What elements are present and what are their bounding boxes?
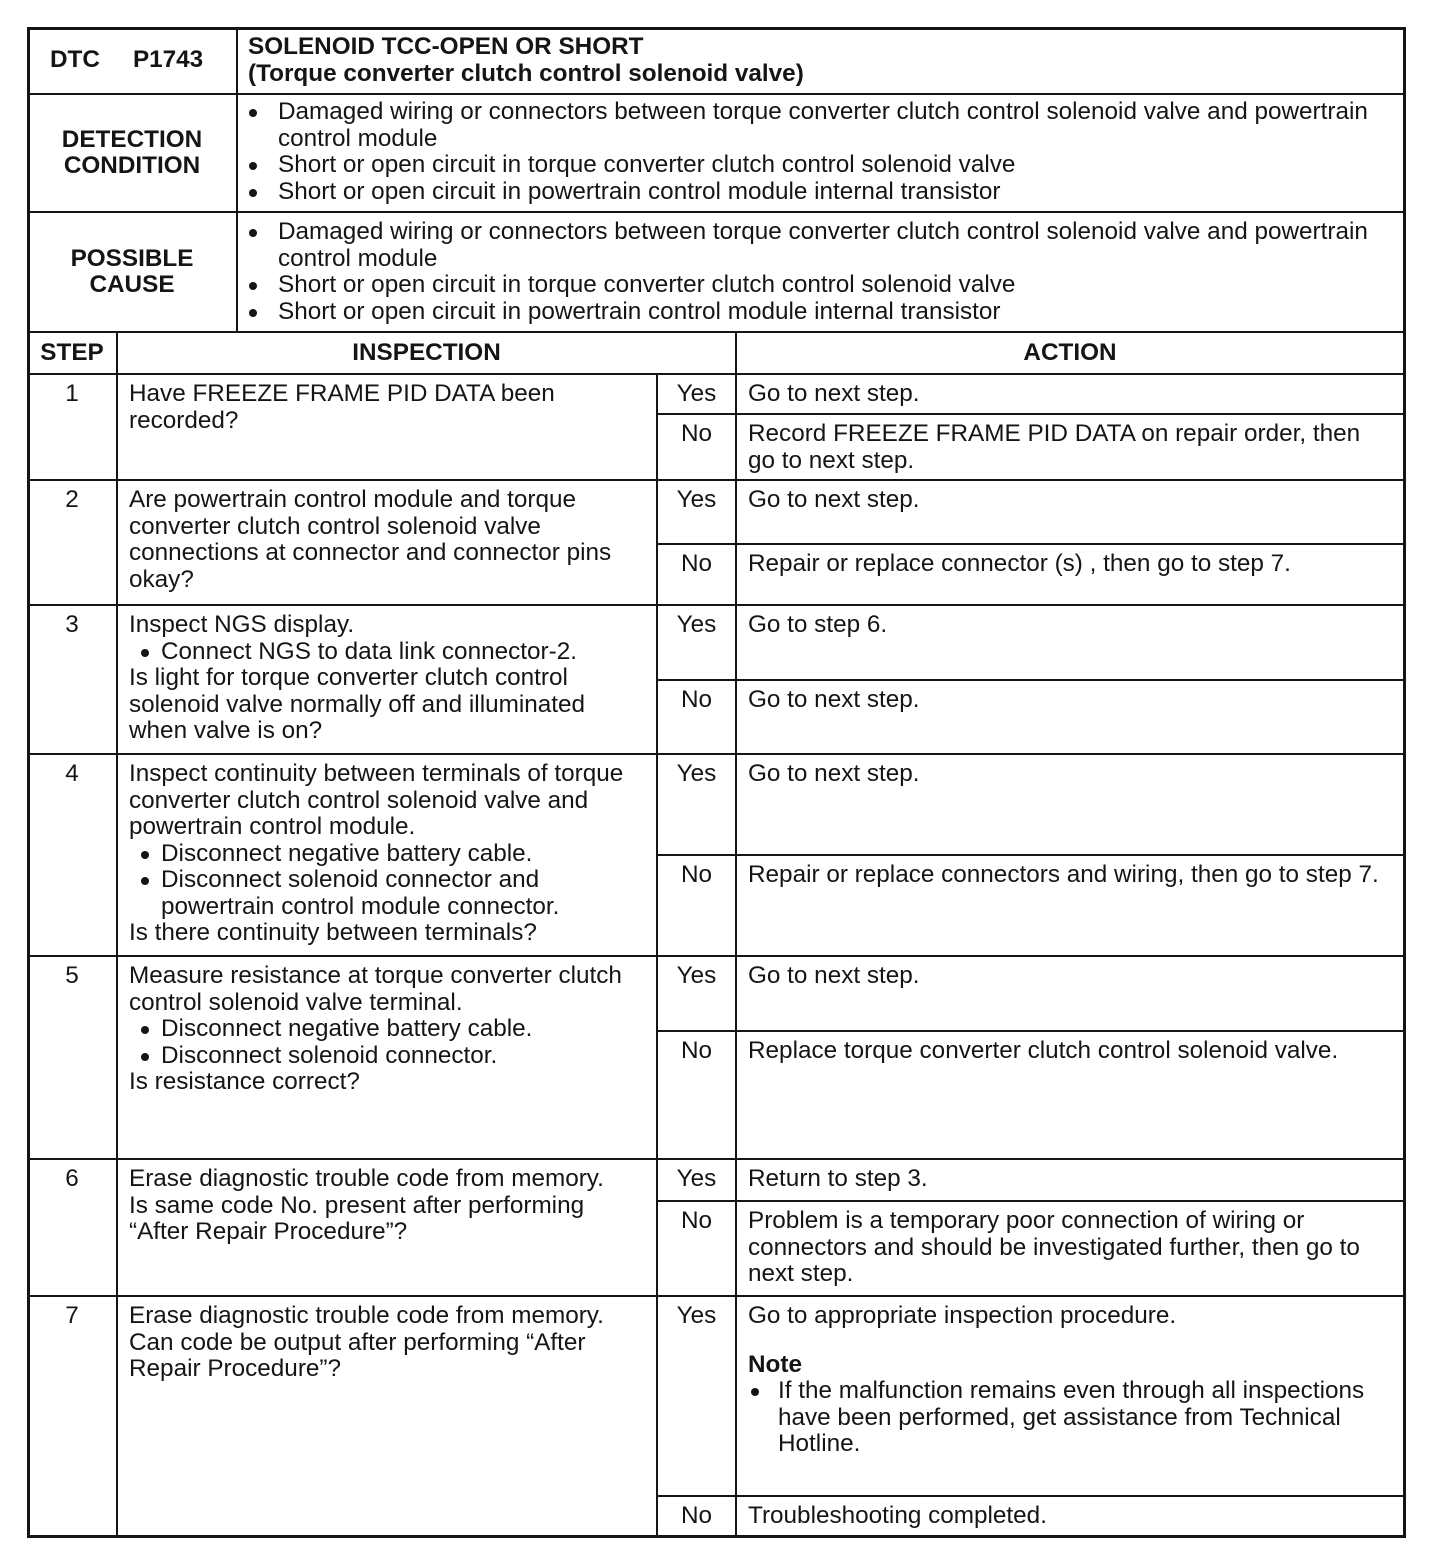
inspection-question: Is there continuity between terminals? xyxy=(129,919,537,946)
dtc-summary xyxy=(28,28,1405,333)
list-item xyxy=(238,272,1393,299)
inspection-question: Have FREEZE FRAME PID DATA been recorded? xyxy=(129,380,555,434)
yes-action: Return to step 3. xyxy=(737,1160,1405,1202)
dtc-id-cell xyxy=(28,28,238,95)
dtc-label: DTC xyxy=(50,46,100,74)
inspection-question: Is light for torque converter clutch control solenoid valve normally off and illuminated when valve is on? xyxy=(129,664,586,744)
no-action: Troubleshooting completed. xyxy=(737,1497,1405,1537)
no-action: Replace torque converter clutch control solenoid valve. xyxy=(737,1032,1405,1160)
column-header-action: ACTION xyxy=(737,333,1405,375)
bullet-icon xyxy=(249,229,257,237)
label-line: DETECTION xyxy=(61,125,203,153)
detection-condition-label xyxy=(28,95,238,213)
list-item-text: Short or open circuit in torque converter clutch control solenoid valve xyxy=(278,151,1016,178)
inspection-bullet xyxy=(129,867,637,920)
step-number: 2 xyxy=(28,481,118,606)
yes-label: Yes xyxy=(658,481,737,545)
step-number: 4 xyxy=(28,755,118,957)
no-action: Repair or replace connector (s) , then go to step 7. xyxy=(737,545,1405,606)
inspection-question: Is resistance correct? xyxy=(129,1068,360,1095)
list-item xyxy=(238,152,1393,179)
yes-action: Go to step 6. xyxy=(737,606,1405,681)
inspection-intro: Measure resistance at torque converter clutch control solenoid valve terminal. xyxy=(129,962,622,1016)
bullet-icon xyxy=(751,1388,759,1396)
note-block xyxy=(748,1352,1389,1458)
inspection-intro: Inspect NGS display. xyxy=(129,611,355,638)
step-inspection xyxy=(118,481,658,606)
yes-action: Go to next step. xyxy=(737,481,1405,545)
dtc-subtitle: (Torque converter clutch control solenoid valve) xyxy=(248,59,804,87)
bullet-icon xyxy=(141,649,149,657)
step-inspection xyxy=(118,606,658,755)
inspection-question: Is same code No. present after performing “After Repair Procedure”? xyxy=(129,1191,585,1245)
inspection-bullet xyxy=(129,639,637,666)
inspection-bullet xyxy=(129,1043,637,1070)
no-label: No xyxy=(658,545,737,606)
yes-action xyxy=(737,1297,1405,1497)
bullet-icon xyxy=(249,189,257,197)
label-line: CAUSE xyxy=(89,271,175,298)
yes-action: Go to next step. xyxy=(737,755,1405,856)
no-action: Repair or replace connectors and wiring, then go to step 7. xyxy=(737,856,1405,957)
bullet-text: Connect NGS to data link connector-2. xyxy=(161,637,577,665)
column-header-step: STEP xyxy=(28,333,118,375)
step-inspection xyxy=(118,1160,658,1297)
dtc-title-cell xyxy=(238,28,1405,95)
bullet-icon xyxy=(249,282,257,290)
bullet-text: Disconnect negative battery cable. xyxy=(161,839,533,867)
list-item xyxy=(238,219,1393,272)
yes-label: Yes xyxy=(658,1160,737,1202)
no-label: No xyxy=(658,1202,737,1297)
step-number: 6 xyxy=(28,1160,118,1297)
bullet-text: Disconnect negative battery cable. xyxy=(161,1015,533,1042)
yes-label: Yes xyxy=(658,957,737,1032)
dtc-title: SOLENOID TCC-OPEN OR SHORT xyxy=(248,33,644,60)
bullet-icon xyxy=(141,1026,149,1034)
yes-action-text: Go to appropriate inspection procedure. xyxy=(748,1302,1177,1329)
note-label: Note xyxy=(748,1350,802,1378)
no-action: Problem is a temporary poor connection of wiring or connectors and should be investigated further, then go to next step. xyxy=(737,1202,1405,1297)
note-item-text: If the malfunction remains even through all inspections have been performed, get assistance from Technical Hotline. xyxy=(778,1377,1365,1457)
list-item-text: Damaged wiring or connectors between torque converter clutch control solenoid valve and powertrain control module xyxy=(278,218,1368,272)
step-number: 1 xyxy=(28,375,118,481)
list-item xyxy=(238,179,1393,206)
dtc-code: P1743 xyxy=(132,46,204,74)
step-number: 3 xyxy=(28,606,118,755)
bullet-text: Disconnect solenoid connector and powertrain control module connector. xyxy=(161,866,560,920)
list-item-text: Short or open circuit in powertrain control module internal transistor xyxy=(278,177,1001,205)
list-item-text: Short or open circuit in torque converter clutch control solenoid valve xyxy=(278,271,1016,298)
bullet-icon xyxy=(141,877,149,885)
no-label: No xyxy=(658,681,737,755)
bullet-icon xyxy=(141,1053,149,1061)
inspection-intro: Erase diagnostic trouble code from memory. xyxy=(129,1302,604,1329)
step-inspection xyxy=(118,375,658,481)
possible-cause-list xyxy=(238,213,1405,333)
bullet-icon xyxy=(249,162,257,170)
step-number: 7 xyxy=(28,1297,118,1537)
no-action: Go to next step. xyxy=(737,681,1405,755)
step-inspection xyxy=(118,755,658,957)
bullet-icon xyxy=(141,851,149,859)
yes-label: Yes xyxy=(658,375,737,415)
yes-action: Go to next step. xyxy=(737,957,1405,1032)
no-action: Record FREEZE FRAME PID DATA on repair order, then go to next step. xyxy=(737,415,1405,481)
no-label: No xyxy=(658,856,737,957)
detection-condition-list xyxy=(238,95,1405,213)
list-item xyxy=(238,99,1393,152)
inspection-question: Are powertrain control module and torque converter clutch control solenoid valve connections at connector and connector pins okay? xyxy=(129,486,612,593)
column-header-inspection: INSPECTION xyxy=(118,333,737,375)
list-item-text: Damaged wiring or connectors between torque converter clutch control solenoid valve and powertrain control module xyxy=(278,98,1368,152)
yes-label: Yes xyxy=(658,1297,737,1497)
bullet-icon xyxy=(249,309,257,317)
yes-action: Go to next step. xyxy=(737,375,1405,415)
list-item xyxy=(238,299,1393,326)
inspection-question: Can code be output after performing “After Repair Procedure”? xyxy=(129,1328,586,1382)
inspection-intro: Erase diagnostic trouble code from memory. xyxy=(129,1165,604,1192)
possible-cause-label xyxy=(28,213,238,333)
steps-table xyxy=(28,333,1405,1537)
bullet-icon xyxy=(249,109,257,117)
label-line: CONDITION xyxy=(63,152,201,179)
yes-label: Yes xyxy=(658,755,737,856)
inspection-bullet xyxy=(129,841,637,868)
step-number: 5 xyxy=(28,957,118,1160)
no-label: No xyxy=(658,1032,737,1160)
label-line: POSSIBLE xyxy=(70,244,194,272)
inspection-intro: Inspect continuity between terminals of torque converter clutch control solenoid valve and powertrain control module. xyxy=(129,760,624,840)
inspection-bullet xyxy=(129,1016,637,1043)
note-item xyxy=(748,1378,1389,1458)
dtc-troubleshooting-table xyxy=(28,28,1405,1537)
no-label: No xyxy=(658,1497,737,1537)
yes-label: Yes xyxy=(658,606,737,681)
no-label: No xyxy=(658,415,737,481)
step-inspection xyxy=(118,957,658,1160)
list-item-text: Short or open circuit in powertrain control module internal transistor xyxy=(278,297,1001,325)
bullet-text: Disconnect solenoid connector. xyxy=(161,1041,498,1069)
step-inspection xyxy=(118,1297,658,1537)
